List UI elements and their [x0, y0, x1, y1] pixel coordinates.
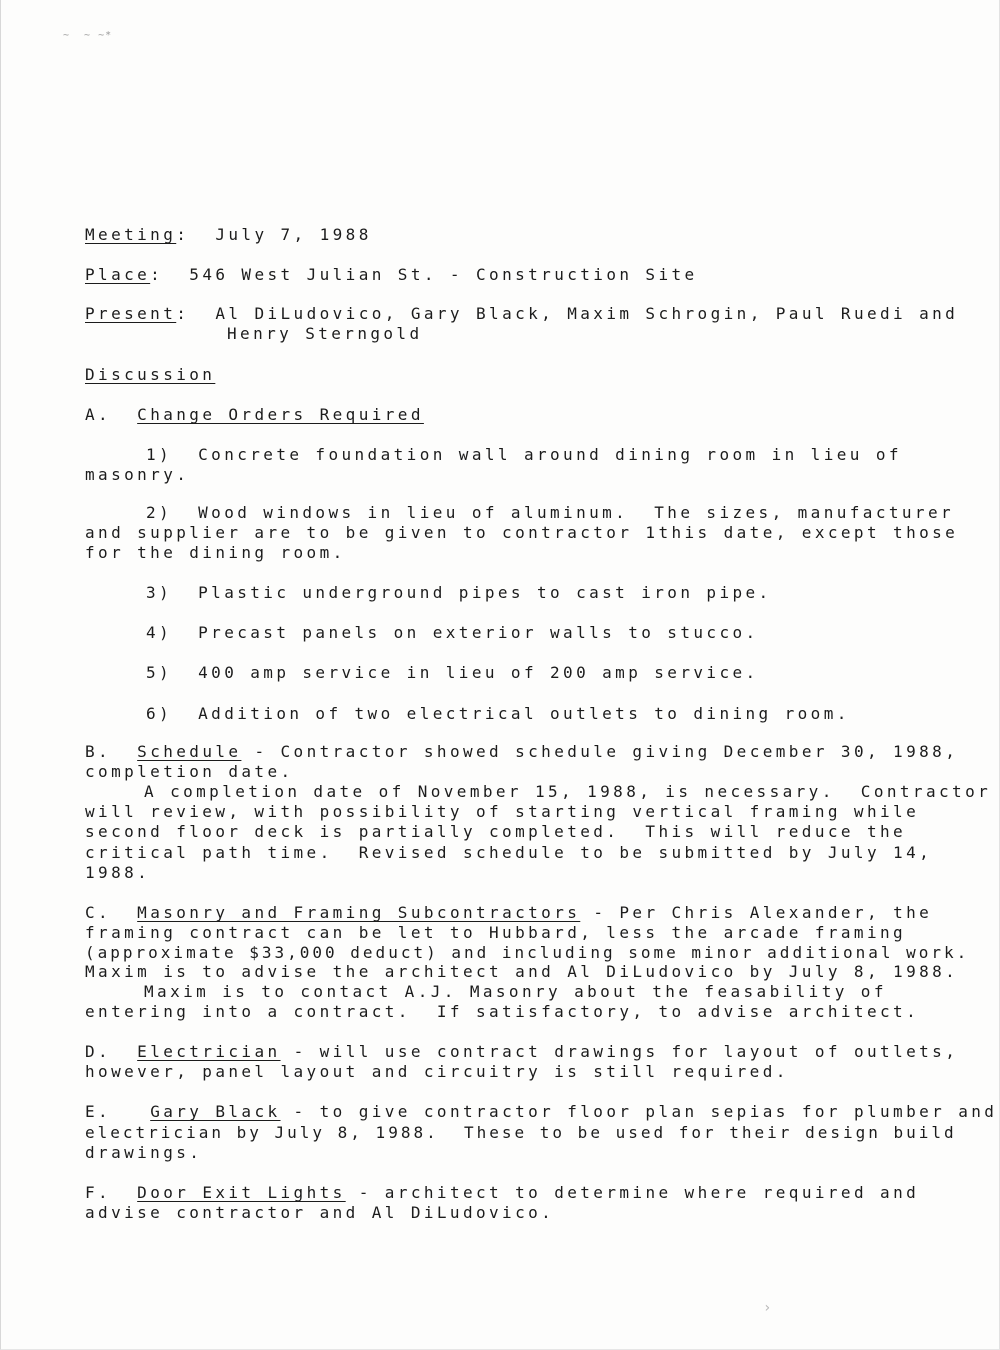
section-e-title: Gary Black: [150, 1102, 281, 1121]
place-line: Place: 546 West Julian St. - Construction Site: [85, 265, 698, 284]
present-names: Al DiLudovico, Gary Black, Maxim Schrogin, Paul Ruedi and: [215, 304, 959, 323]
section-b-text-line: 1988.: [85, 863, 151, 882]
section-a-item-2: 2) Wood windows in lieu of aluminum. The sizes, manufacturer: [146, 503, 955, 522]
present-line: Present: Al DiLudovico, Gary Black, Maxim Schrogin, Paul Ruedi and: [85, 304, 959, 323]
section-a-title: Change Orders Required: [137, 405, 424, 424]
section-c-text-line: entering into a contract. If satisfactory, to advise architect.: [85, 1002, 920, 1021]
section-c-heading: [85, 903, 932, 923]
section-a-item-3: 3) Plastic underground pipes to cast iron pipe.: [146, 583, 772, 602]
section-a-letter: A.: [85, 405, 112, 424]
section-d-title: Electrician: [137, 1042, 281, 1061]
section-c-text-line: (approximate $33,000 deduct) and including some minor additional work.: [85, 943, 970, 962]
section-a-item-2-cont: and supplier are to be given to contractor 1this date, except those: [85, 523, 959, 542]
meeting-line: Meeting: July 7, 1988: [85, 225, 372, 244]
section-c-text: - Per Chris Alexander, the: [580, 903, 933, 922]
section-d-text: - will use contract drawings for layout of outlets,: [280, 1042, 959, 1061]
section-a-item-2-cont: for the dining room.: [85, 543, 346, 562]
section-c-text-line: Maxim is to contact A.J. Masonry about the feasability of: [144, 982, 887, 1001]
place-value: 546 West Julian St. - Construction Site: [189, 265, 698, 284]
present-names-continued: Henry Sterngold: [227, 324, 423, 343]
section-e-text-line: electrician by July 8, 1988. These to be used for their design build: [85, 1123, 957, 1142]
section-b-text: - Contractor showed schedule giving December 30, 1988,: [241, 742, 959, 761]
stray-mark: ›: [763, 1300, 772, 1316]
section-b-text-line: completion date.: [85, 762, 294, 781]
meeting-label: Meeting: [85, 225, 177, 244]
section-a-item-1-cont: masonry.: [85, 465, 190, 484]
section-a-item-4: 4) Precast panels on exterior walls to stucco.: [146, 623, 759, 642]
discussion-heading: Discussion: [85, 365, 216, 384]
section-f-heading: [85, 1183, 919, 1203]
section-e-text: - to give contractor floor plan sepias for plumber and: [280, 1102, 998, 1121]
section-d-letter: D.: [85, 1042, 112, 1061]
section-a-item-5: 5) 400 amp service in lieu of 200 amp service.: [146, 663, 759, 682]
section-f-text: - architect to determine where required and: [345, 1183, 920, 1202]
section-b-title: Schedule: [137, 742, 242, 761]
meeting-date: July 7, 1988: [215, 225, 372, 244]
section-e-heading: [85, 1102, 997, 1122]
section-c-text-line: Maxim is to advise the architect and Al DiLudovico by July 8, 1988.: [85, 962, 959, 981]
section-c-text-line: framing contract can be let to Hubbard, less the arcade framing: [85, 923, 907, 942]
section-b-text-line: A completion date of November 15, 1988, is necessary. Contractor: [144, 782, 992, 801]
section-b-text-line: will review, with possibility of starting vertical framing while: [85, 802, 920, 821]
present-label: Present: [85, 304, 177, 323]
place-label: Place: [85, 265, 151, 284]
section-f-letter: F.: [85, 1183, 112, 1202]
section-c-letter: C.: [85, 903, 112, 922]
section-a-heading: [85, 405, 424, 425]
section-f-title: Door Exit Lights: [137, 1183, 346, 1202]
section-b-heading: [85, 742, 958, 762]
section-d-text-line: however, panel layout and circuitry is still required.: [85, 1062, 789, 1081]
section-b-text-line: critical path time. Revised schedule to be submitted by July 14,: [85, 843, 933, 862]
section-e-letter: E.: [85, 1102, 112, 1121]
stray-mark: ~ ~ ~*: [63, 30, 113, 41]
section-f-text-line: advise contractor and Al DiLudovico.: [85, 1203, 555, 1222]
section-b-letter: B.: [85, 742, 112, 761]
section-e-text-line: drawings.: [85, 1143, 203, 1162]
section-a-item-6: 6) Addition of two electrical outlets to dining room.: [146, 704, 850, 723]
section-c-title: Masonry and Framing Subcontractors: [137, 903, 581, 922]
section-b-text-line: second floor deck is partially completed. This will reduce the: [85, 822, 907, 841]
section-a-item-1: 1) Concrete foundation wall around dining room in lieu of: [146, 445, 902, 464]
section-d-heading: [85, 1042, 958, 1062]
